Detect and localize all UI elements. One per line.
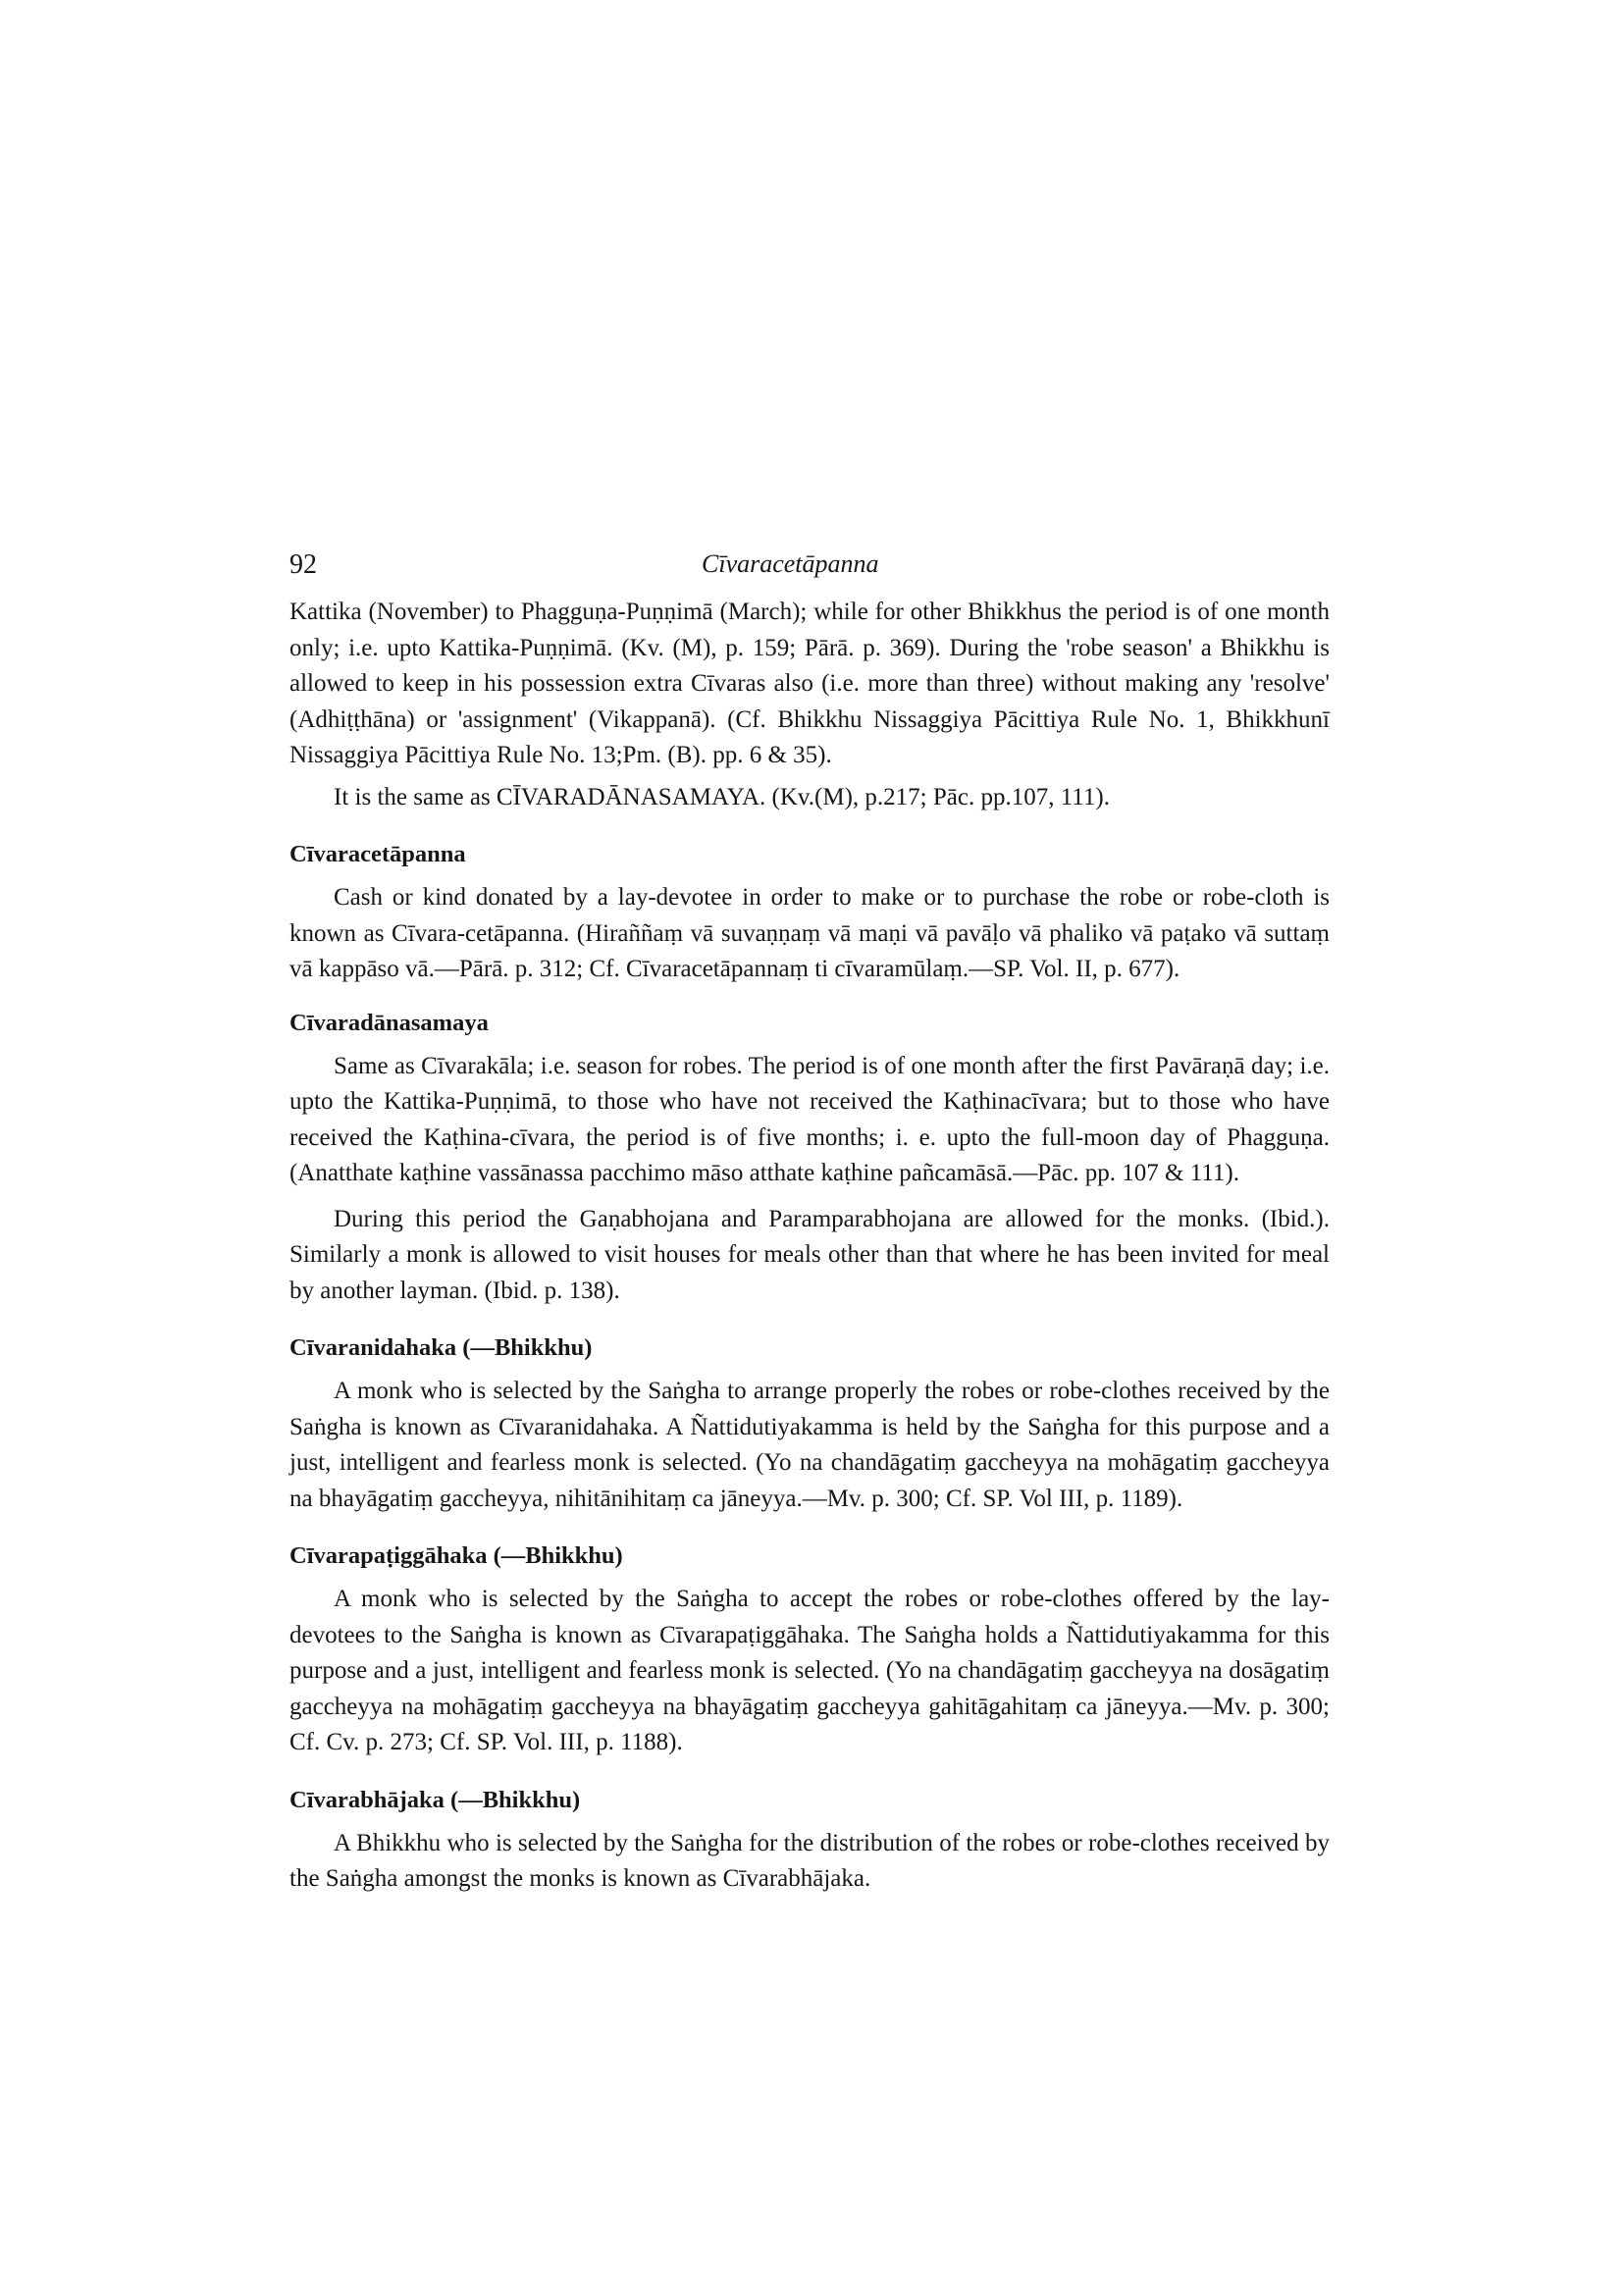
page-content (289, 549, 1330, 1898)
entry-heading: Cīvaradānasamaya (289, 1009, 489, 1036)
entry-paragraph: A monk who is selected by the Saṅgha to arrange properly the robes or robe-clothes received by the Saṅgha is known as Cīvaranidahaka. A Ñattidutiyakamma is held by the Saṅgha for this purpose and a just, intelligent and fearless monk is selected. (Yo na chandāgatiṃ gaccheyya na mohāgatiṃ gaccheyya na bhayāgatiṃ gaccheyya, nihitānihitaṃ ca jāneyya.—Mv. p. 300; Cf. SP. Vol III, p. 1189). (289, 1378, 1330, 1512)
entry-heading: Cīvarabhājaka (—Bhikkhu) (289, 1786, 581, 1813)
entry-paragraph: A monk who is selected by the Saṅgha to accept the robes or robe-clothes offered by the lay-devotees to the Saṅgha is known as Cīvarapaṭiggāhaka. The Saṅgha holds a Ñattidutiyakamma for this purpose and a just, intelligent and fearless monk is selected. (Yo na chandāgatiṃ gaccheyya na dosāgatiṃ gaccheyya na mohāgatiṃ gaccheyya na bhayāgatiṃ gaccheyya gahitāgahitaṃ ca jāneyya.—Mv. p. 300; Cf. Cv. p. 273; Cf. SP. Vol. III, p. 1188). (289, 1586, 1330, 1755)
entry-paragraph: Same as Cīvarakāla; i.e. season for robes. The period is of one month after the first Pavāraṇā day; i.e. upto the Kattika-Puṇṇimā, to those who have not received the Kaṭhinacīvara; but to those who have received the Kaṭhina-cīvara, the period is of five months; i. e. upto the full-moon day of Phagguṇa. (Anatthate kaṭhine vassānassa pacchimo māso atthate kaṭhine pañcamāsā.—Pāc. pp. 107 & 111). (289, 1052, 1330, 1186)
running-title: Cīvaracetāpanna (702, 549, 879, 578)
entry-heading: Cīvaracetāpanna (289, 841, 466, 867)
entry-paragraph: During this period the Gaṇabhojana and Paramparabhojana are allowed for the monks. (Ibid.). Similarly a monk is allowed to visit houses for meals other than that where he has been invited for meal by another layman. (Ibid. p. 138). (289, 1205, 1330, 1304)
entry-heading: Cīvaranidahaka (—Bhikkhu) (289, 1334, 593, 1361)
entry-heading: Cīvarapaṭiggāhaka (—Bhikkhu) (289, 1542, 623, 1569)
running-head (289, 549, 1330, 589)
entry-paragraph: Cash or kind donated by a lay-devotee in order to make or to purchase the robe or robe-cloth is known as Cīvara-cetāpanna. (Hiraññaṃ vā suvaṇṇaṃ vā maṇi vā pavāḷo vā phaliko vā paṭako vā suttaṃ vā kappāso vā.—Pārā. p. 312; Cf. Cīvaracetāpannaṃ ti cīvaramūlaṃ.—SP. Vol. II, p. 677). (289, 884, 1330, 982)
continuation-paragraph: It is the same as CĪVARADĀNASAMAYA. (Kv.(M), p.217; Pāc. pp.107, 111). (334, 783, 1110, 810)
page-number: 92 (289, 549, 317, 580)
entry-paragraph: A Bhikkhu who is selected by the Saṅgha for the distribution of the robes or robe-clothes received by the Saṅgha amongst the monks is known as Cīvarabhājaka. (289, 1829, 1330, 1892)
continuation-paragraph: Kattika (November) to Phagguṇa-Puṇṇimā (March); while for other Bhikkhus the period is of one month only; i.e. upto Kattika-Puṇṇimā. (Kv. (M), p. 159; Pārā. p. 369). During the 'robe season' a Bhikkhu is allowed to keep in his possession extra Cīvaras also (i.e. more than three) without making any 'resolve' (Adhiṭṭhāna) or 'assignment' (Vikappanā). (Cf. Bhikkhu Nissaggiya Pācittiya Rule No. 1, Bhikkhunī Nissaggiya Pācittiya Rule No. 13;Pm. (B). pp. 6 & 35). (289, 599, 1330, 768)
